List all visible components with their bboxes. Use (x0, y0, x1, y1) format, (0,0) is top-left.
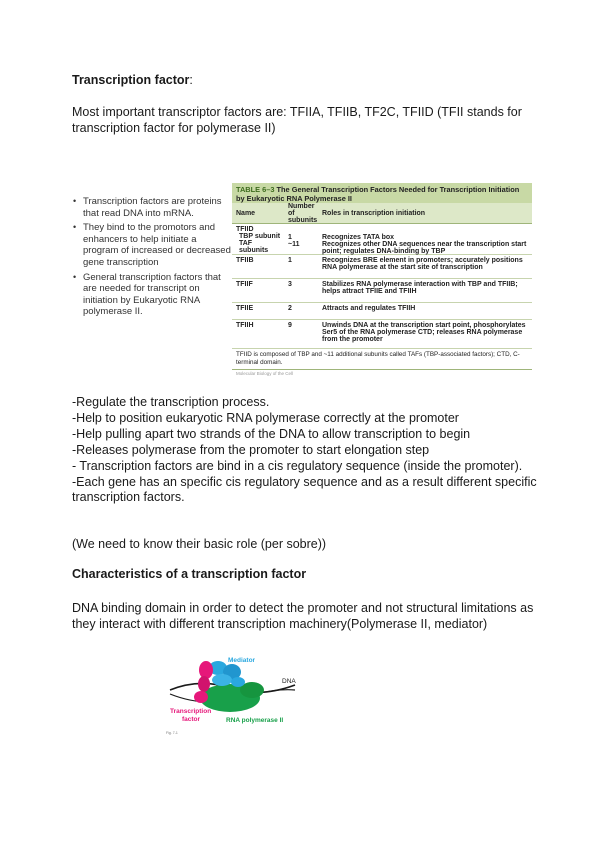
page-heading (72, 73, 193, 87)
table-row (232, 303, 532, 320)
cell-text: Recognizes TATA box (322, 234, 395, 241)
cell-text: TFIID (236, 226, 254, 233)
roles-list (72, 395, 542, 506)
mediator-label: Mediator (228, 657, 256, 664)
table-cell-subunits: 2 (288, 305, 292, 312)
note-text: (We need to know their basic role (per sobre)) (72, 537, 327, 551)
table-row (232, 224, 532, 255)
table-cell-subunits: 9 (288, 322, 292, 329)
figure-caption: Fig. 7-1 (166, 731, 178, 735)
cell-text: TAF subunits (239, 240, 269, 254)
slide-bullet: • They bind to the promotors and enhancers to help initiate a program of increased or decreased gene transcription (83, 222, 233, 268)
table-cell-role (318, 224, 532, 254)
table-label: TABLE 6–3 (236, 185, 275, 194)
table-cell-subunits: 1 (288, 257, 292, 264)
intro-paragraph: Most important transcriptor factors are: TFIIA, TFIIB, TF2C, TFIID (TFII stands for transcription factor for polymerase II) (72, 105, 522, 135)
table-row (232, 279, 532, 303)
transcription-factor-shape (194, 691, 208, 703)
table-row (232, 255, 532, 279)
table-header-name: Name (236, 209, 256, 217)
role-line: -Each gene has an specific cis regulatory sequence and as a result different specific transcription factors. (72, 474, 537, 505)
cell-text: TBP subunit (239, 233, 281, 240)
table-cell-name: TFIIB (236, 257, 254, 264)
mediator-shape (212, 674, 232, 686)
rna-polymerase-label: RNA polymerase II (226, 717, 284, 724)
table-cell-subunits (286, 224, 318, 254)
table-title-text: The General Transcription Factors Needed for Transcription Initiation by Eukaryotic RNA Polymerase II (236, 185, 520, 203)
table-cell-name: TFIIH (236, 322, 254, 329)
table-title (232, 183, 532, 203)
cell-text: 1 (288, 234, 292, 241)
table-cell-name: TFIIF (236, 281, 253, 288)
transcription-factor-table (232, 183, 532, 382)
role-line: -Regulate the transcription process. (72, 395, 270, 409)
table-row (232, 320, 532, 349)
section2-title: Characteristics of a transcription factor (72, 567, 307, 581)
table-cell-name: TFIIE (236, 305, 254, 312)
mediator-shape (231, 677, 245, 687)
table-cell-role: Unwinds DNA at the transcription start point, phosphorylates Ser5 of the RNA polymerase CTD; releases RNA polymerase from the promoter (322, 322, 526, 343)
table-footnote: TFIID is composed of TBP and ~11 additional subunits called TAFs (TBP-associated factors); CTD, C-terminal domain. (232, 349, 532, 370)
role-line: - Transcription factors are bind in a cis regulatory sequence (inside the promoter). (72, 458, 523, 473)
dna-label: DNA (282, 678, 296, 685)
transcription-machinery-diagram (160, 650, 310, 745)
cell-text: ~11 (288, 241, 300, 248)
section2-body: DNA binding domain in order to detect the promoter and not structural limitations as they interact with different transcription machinery(Polymerase II, mediator) (72, 601, 534, 631)
table-source: Molecular Biology of the Cell (236, 371, 294, 376)
slide-bullet: • General transcription factors that are needed for transcript on initiation by Eukaryotic RNA polymerase II. (83, 272, 233, 318)
role-line: -Releases polymerase from the promoter to start elongation step (72, 442, 430, 457)
table-cell-role: Attracts and regulates TFIIH (322, 305, 416, 312)
table-header-roles: Roles in transcription initiation (322, 209, 426, 217)
transcription-factor-label: factor (182, 716, 201, 723)
table-cell-role: Recognizes BRE element in promoters; accurately positions RNA polymerase at the start site of transcription (322, 257, 523, 271)
role-line: -Help pulling apart two strands of the DNA to allow transcription to begin (72, 426, 471, 441)
transcription-factor-shape (198, 676, 210, 692)
table-header-row (232, 203, 532, 224)
table-cell-name (232, 224, 286, 254)
table-cell-subunits: 3 (288, 281, 292, 288)
cell-text: Recognizes other DNA sequences near the transcription start point; regulates DNA-binding by TBP (322, 241, 527, 255)
table-header-subunits: Number of subunits (288, 202, 318, 224)
heading-title: Transcription factor (72, 73, 190, 87)
slide-bullet-list (73, 196, 233, 321)
table-cell-role: Stabilizes RNA polymerase interaction with TBP and TFIIB; helps attract TFIIE and TFIIH (322, 281, 518, 295)
heading-colon: : (189, 73, 193, 87)
slide-bullet: • Transcription factors are proteins that read DNA into mRNA. (83, 196, 233, 219)
transcription-factor-label: Transcription (170, 708, 212, 715)
transcription-factor-shape (199, 661, 213, 679)
role-line: -Help to position eukaryotic RNA polymerase correctly at the promoter (72, 410, 459, 425)
